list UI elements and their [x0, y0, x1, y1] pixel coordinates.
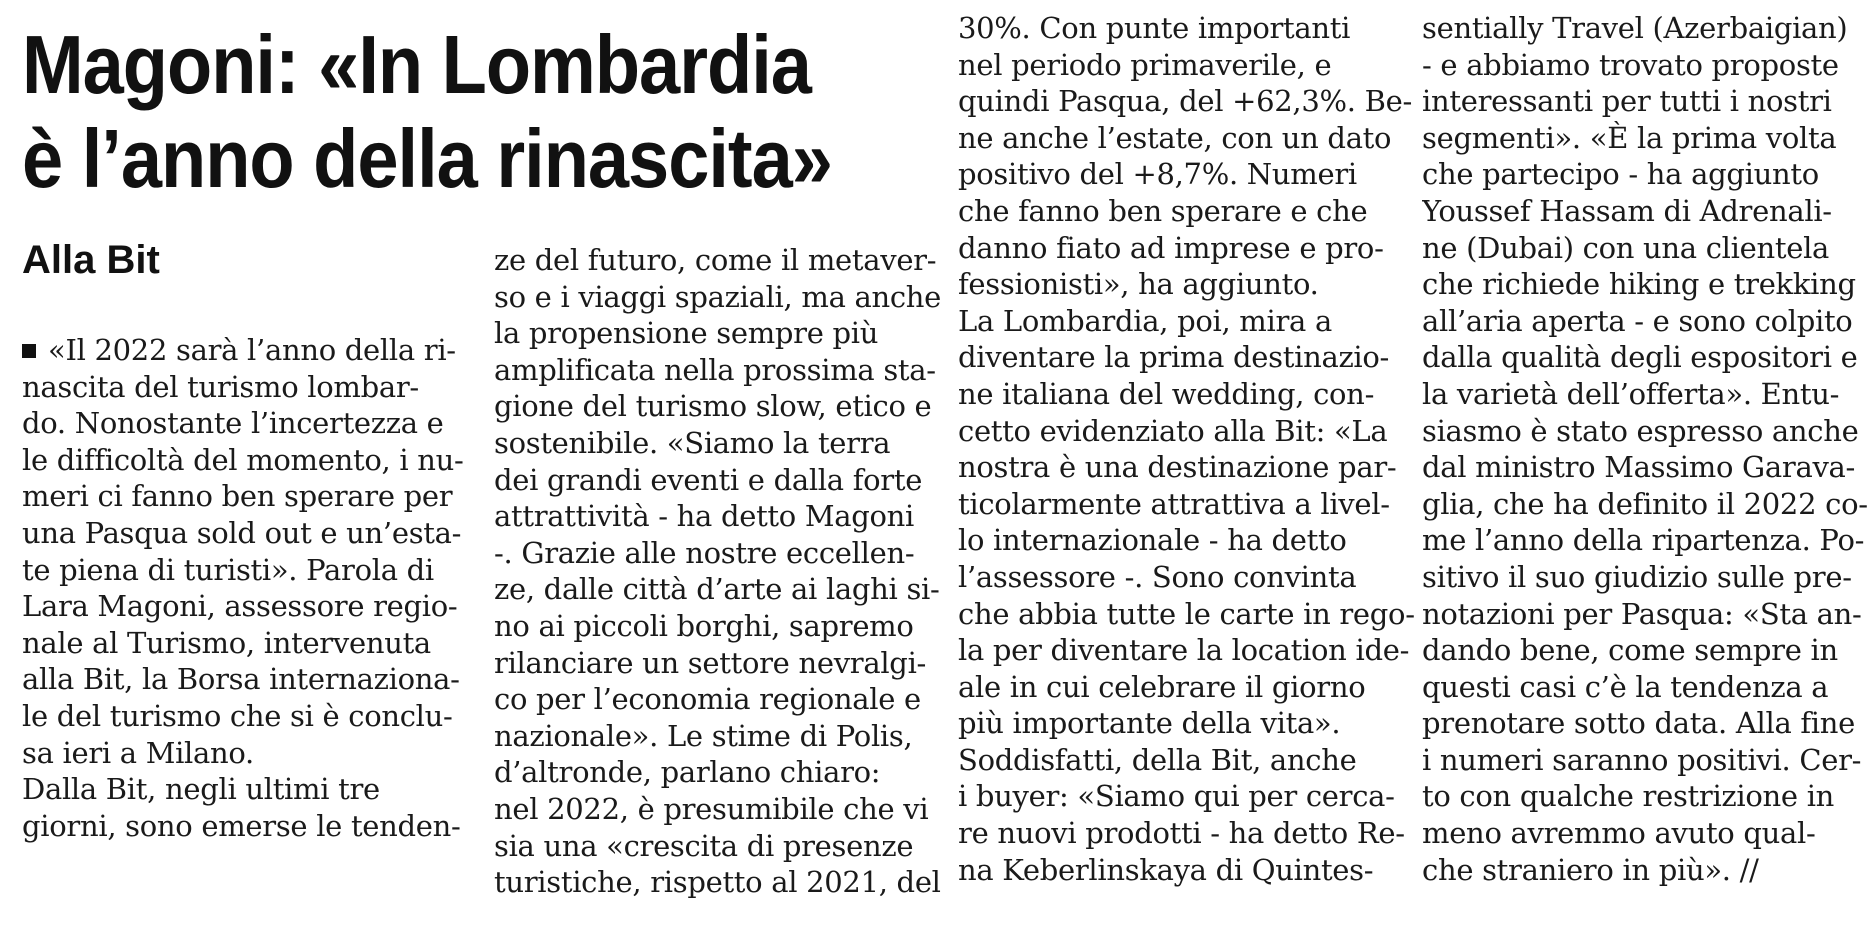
- text-line: Lara Magoni, assessore regio-: [22, 589, 458, 624]
- text-line: ale in cui celebrare il giorno: [958, 669, 1366, 704]
- text-line: la per diventare la location ide-: [958, 633, 1410, 668]
- text-line: turistiche, rispetto al 2021, del: [494, 865, 941, 900]
- text-line: danno fiato ad imprese e pro-: [958, 230, 1384, 265]
- headline: [22, 18, 962, 206]
- text-line: prenotare sotto data. Alla fine: [1422, 706, 1856, 741]
- text-line: d’altronde, parlano chiaro:: [494, 755, 881, 790]
- text-line: dando bene, come sempre in: [1422, 633, 1838, 668]
- kicker: Alla Bit: [22, 238, 160, 282]
- text-line: le difficoltà del momento, i nu-: [22, 442, 464, 477]
- article-column-4: [1422, 10, 1868, 888]
- text-line: lo internazionale - ha detto: [958, 523, 1347, 558]
- text-line: do. Nonostante l’incertezza e: [22, 406, 444, 441]
- text-line: so e i viaggi spaziali, ma anche: [494, 279, 942, 314]
- text-line: na Keberlinskaya di Quintes-: [958, 852, 1374, 887]
- text-line: interessanti per tutti i nostri: [1422, 84, 1832, 119]
- text-line: meri ci fanno ben sperare per: [22, 479, 453, 514]
- text-line: re nuovi prodotti - ha detto Re-: [958, 816, 1405, 851]
- text-line: segmenti». «È la prima volta: [1422, 120, 1837, 155]
- text-line: giorni, sono emerse le tenden-: [22, 808, 461, 843]
- text-line: La Lombardia, poi, mira a: [958, 303, 1332, 338]
- text-line: ne (Dubai) con una clientela: [1422, 230, 1830, 265]
- text-line: ze del futuro, come il metaver-: [494, 243, 937, 277]
- text-line: una Pasqua sold out e un’esta-: [22, 515, 462, 550]
- text-line: ne anche l’estate, con un dato: [958, 120, 1392, 155]
- text-line: ze, dalle città d’arte ai laghi si-: [494, 572, 940, 607]
- text-line: i buyer: «Siamo qui per cerca-: [958, 779, 1395, 814]
- text-line: che partecipo - ha aggiunto: [1422, 157, 1819, 192]
- text-line: che abbia tutte le carte in rego-: [958, 596, 1415, 631]
- text-line: l’assessore -. Sono convinta: [958, 559, 1357, 594]
- text-line: no ai piccoli borghi, sapremo: [494, 608, 914, 643]
- text-line: che fanno ben sperare e che: [958, 193, 1368, 228]
- text-line: la propensione sempre più: [494, 316, 879, 351]
- headline-line-2: è l’anno della rinascita»: [22, 112, 832, 206]
- text-line: dalla qualità degli espositori e: [1422, 340, 1858, 375]
- text-line: i numeri saranno positivi. Cer-: [1422, 742, 1862, 777]
- article-column-3: [958, 10, 1415, 888]
- text-line: siasmo è stato espresso anche: [1422, 413, 1859, 448]
- text-line: all’aria aperta - e sono colpito: [1422, 303, 1853, 338]
- text-line: [22, 332, 464, 369]
- text-line: ticolarmente attrattiva a livel-: [958, 486, 1390, 521]
- text-line: sa ieri a Milano.: [22, 735, 254, 770]
- text-line: ne italiana del wedding, con-: [958, 376, 1375, 411]
- text-line: nascita del turismo lombar-: [22, 369, 419, 404]
- text-line: to con qualche restrizione in: [1422, 779, 1835, 814]
- text-line: alla Bit, la Borsa internaziona-: [22, 662, 460, 697]
- text-line: sitivo il suo giudizio sulle pre-: [1422, 559, 1852, 594]
- text-line: nel periodo primaverile, e: [958, 47, 1332, 82]
- text-line: glia, che ha definito il 2022 co-: [1422, 486, 1868, 521]
- bullet-square-icon: [22, 344, 36, 358]
- article-column-2: [494, 242, 941, 901]
- text-line: attrattività - ha detto Magoni: [494, 499, 915, 534]
- text-line: meno avremmo avuto qual-: [1422, 816, 1816, 851]
- article-column-1: [22, 332, 464, 844]
- text-line: nale al Turismo, intervenuta: [22, 625, 431, 660]
- text-line: che richiede hiking e trekking: [1422, 267, 1856, 302]
- text-line: diventare la prima destinazio-: [958, 340, 1390, 375]
- text-line: Soddisfatti, della Bit, anche: [958, 742, 1357, 777]
- text-line: Dalla Bit, negli ultimi tre: [22, 772, 380, 807]
- text-line: cetto evidenziato alla Bit: «La: [958, 413, 1388, 448]
- text-line: questi casi c’è la tendenza a: [1422, 669, 1829, 704]
- text-line: le del turismo che si è conclu-: [22, 698, 453, 733]
- text-line-content: «Il 2022 sarà l’anno della ri-: [48, 333, 456, 367]
- text-line: rilanciare un settore nevralgi-: [494, 645, 927, 680]
- text-line: positivo del +8,7%. Numeri: [958, 157, 1357, 192]
- text-line: fessionisti», ha aggiunto.: [958, 267, 1319, 302]
- text-line: te piena di turisti». Parola di: [22, 552, 434, 587]
- text-line: gione del turismo slow, etico e: [494, 389, 932, 424]
- text-line: co per l’economia regionale e: [494, 682, 921, 717]
- text-line: nel 2022, è presumibile che vi: [494, 791, 929, 826]
- headline-line-1: Magoni: «In Lombardia: [22, 18, 811, 111]
- text-line: la varietà dell’offerta». Entu-: [1422, 376, 1840, 411]
- text-line: sentially Travel (Azerbaigian): [1422, 11, 1848, 45]
- text-line: 30%. Con punte importanti: [958, 11, 1351, 45]
- text-line: -. Grazie alle nostre eccellen-: [494, 535, 915, 570]
- text-line: - e abbiamo trovato proposte: [1422, 47, 1839, 82]
- text-line: notazioni per Pasqua: «Sta an-: [1422, 596, 1862, 631]
- text-line: più importante della vita».: [958, 706, 1341, 741]
- text-line: quindi Pasqua, del +62,3%. Be-: [958, 84, 1412, 119]
- text-line: nazionale». Le stime di Polis,: [494, 718, 913, 753]
- text-line: nostra è una destinazione par-: [958, 450, 1397, 485]
- text-line: dei grandi eventi e dalla forte: [494, 462, 923, 497]
- text-line: amplificata nella prossima sta-: [494, 352, 936, 387]
- text-line: sostenibile. «Siamo la terra: [494, 425, 891, 460]
- text-line: me l’anno della ripartenza. Po-: [1422, 523, 1865, 558]
- text-line: sia una «crescita di presenze: [494, 828, 914, 863]
- text-line: che straniero in più». //: [1422, 852, 1759, 887]
- text-line: dal ministro Massimo Garava-: [1422, 450, 1856, 485]
- text-line: Youssef Hassam di Adrenali-: [1422, 193, 1832, 228]
